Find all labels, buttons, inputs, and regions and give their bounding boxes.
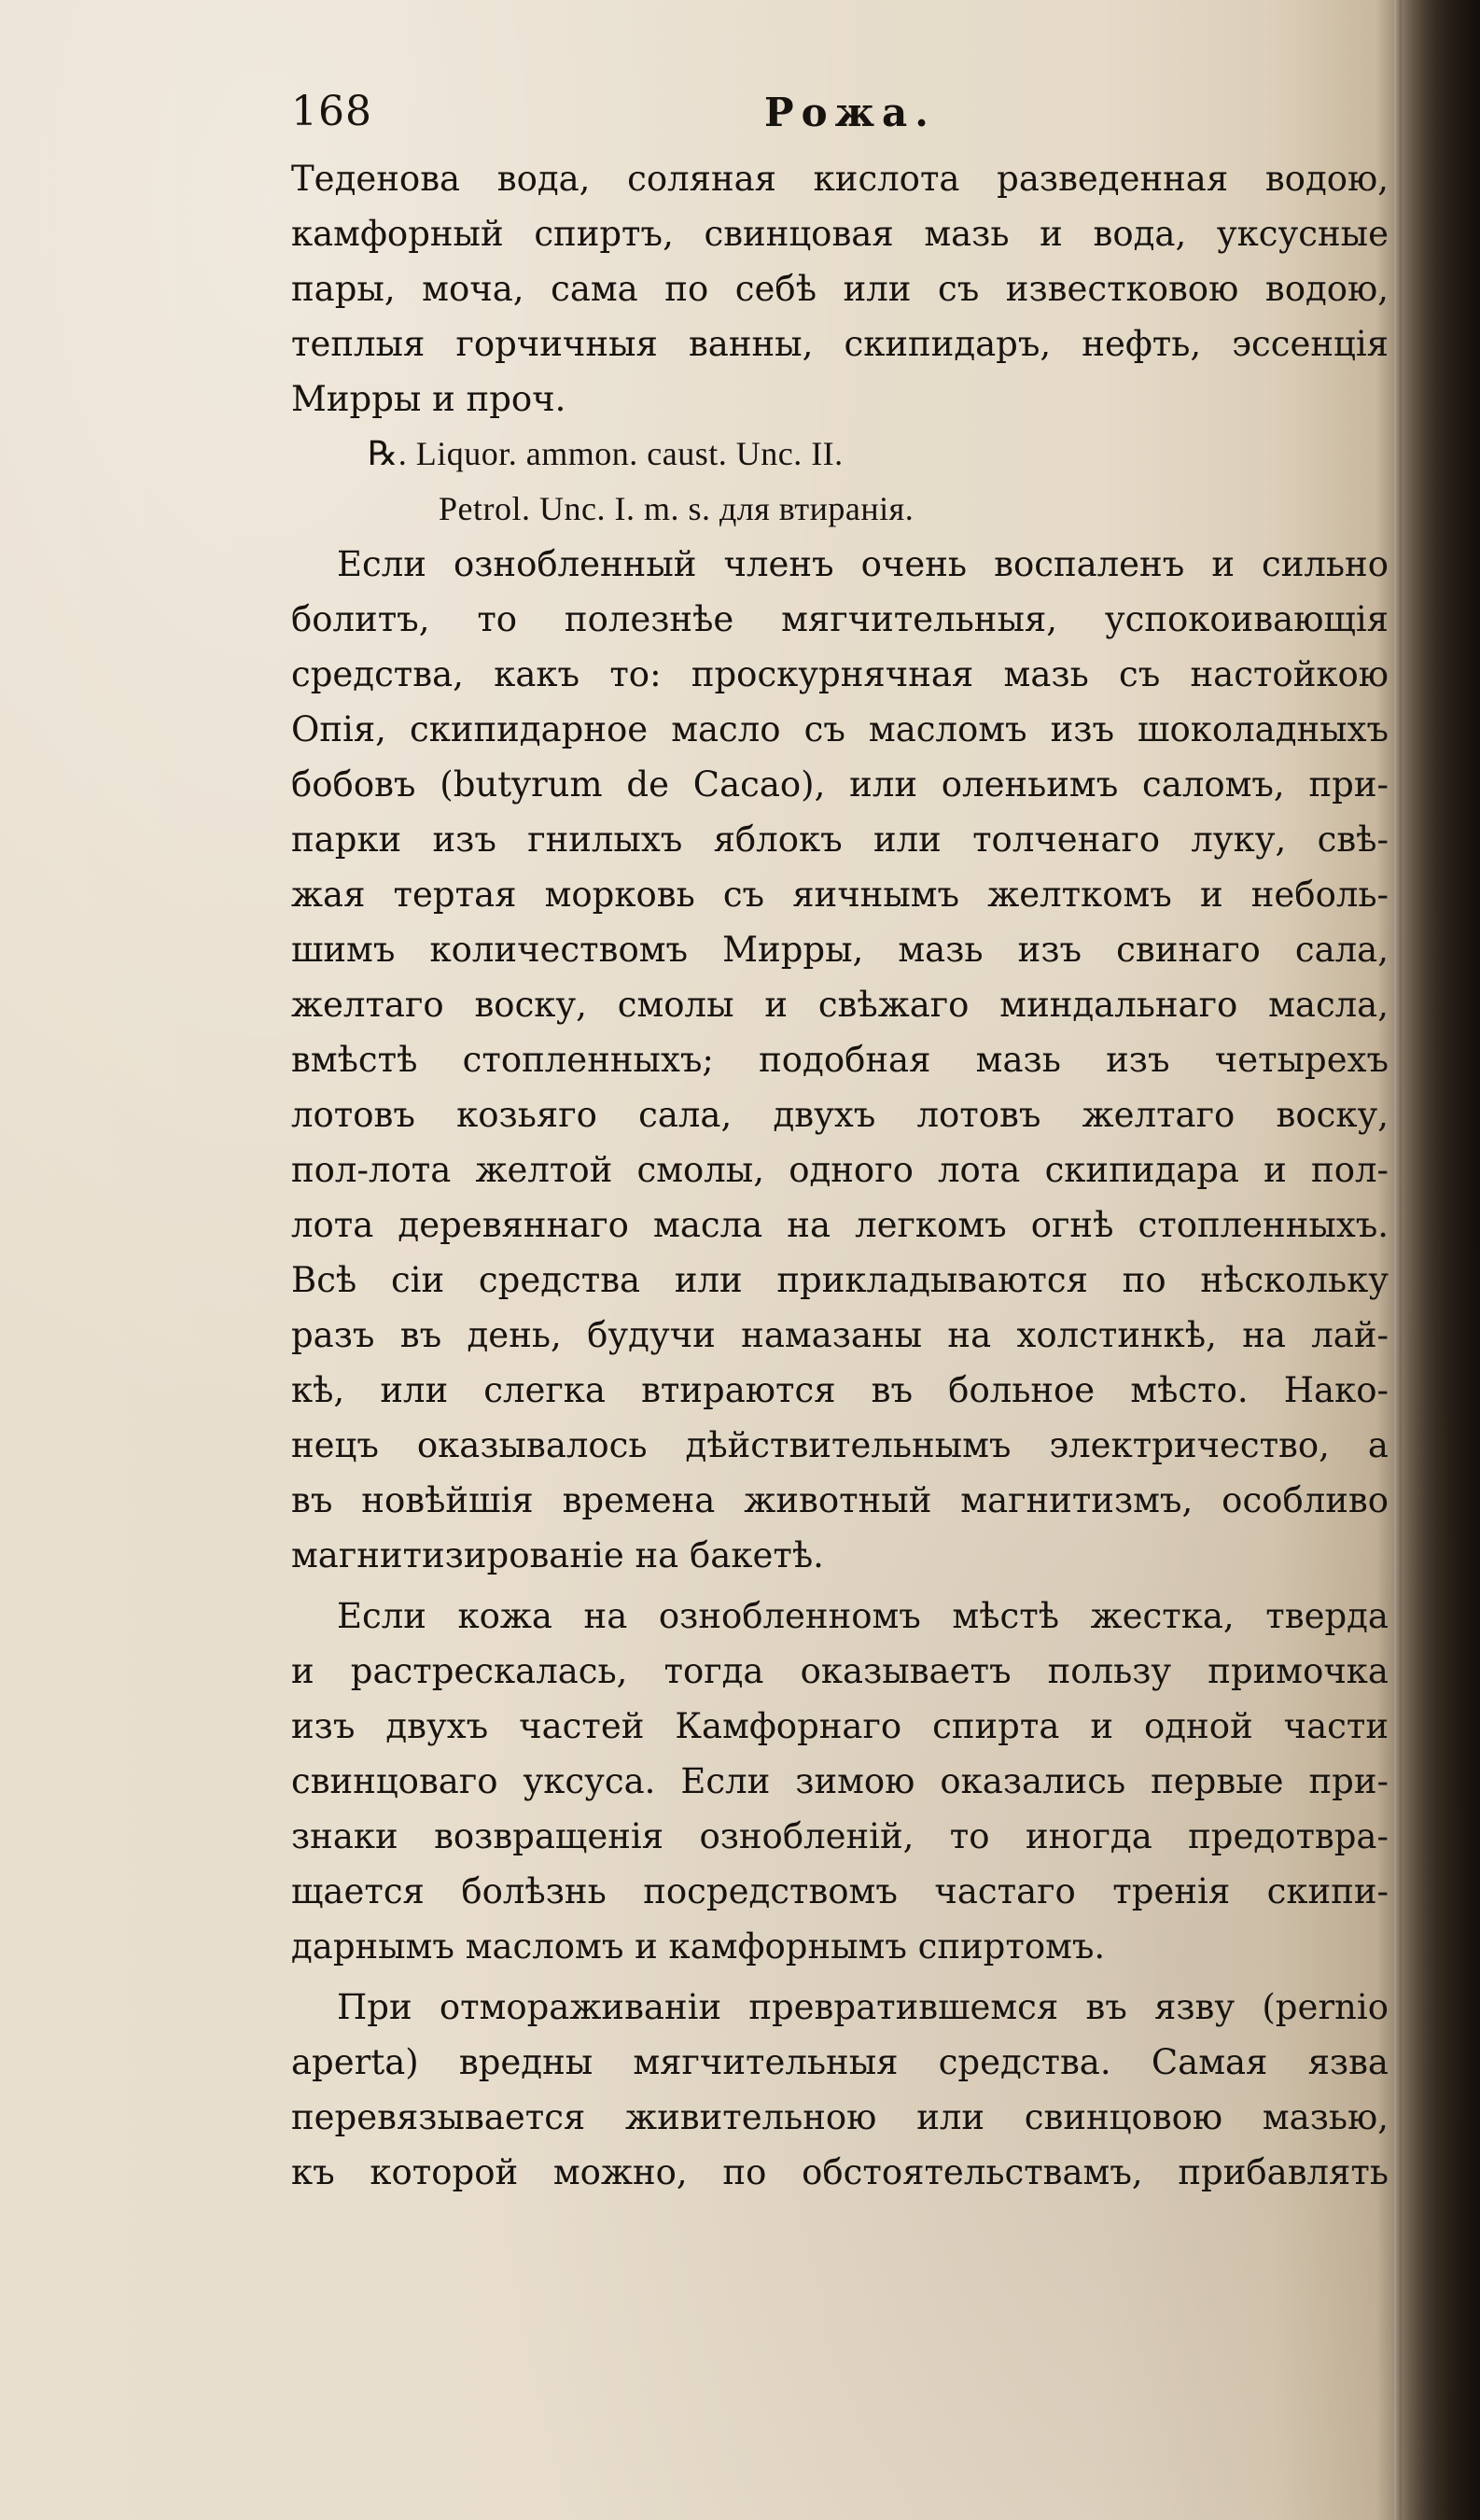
paragraph-end-line: Мирры и проч.	[291, 379, 566, 419]
text-line: лотовъ козьяго сала, двухъ лотовъ желтаго воску,	[291, 1095, 1389, 1135]
page-number: 168	[291, 88, 372, 135]
text-line: пары, моча, сама по себѣ или съ известковою водою,	[291, 269, 1389, 309]
page-edge	[1394, 0, 1402, 2520]
paragraph-start-line-with-latin: При отмораживаніи превратившемся въ язву (pernio	[337, 1987, 1389, 2027]
text-line: вмѣстѣ стопленныхъ; подобная мазь изъ четырехъ	[291, 1040, 1389, 1080]
text-line: изъ двухъ частей Камфорнаго спирта и одной части	[291, 1706, 1389, 1746]
text-line: теплыя горчичныя ванны, скипидаръ, нефть, эссенція	[291, 324, 1389, 364]
text-line: знаки возвращенія ознобленій, то иногда предотвра-	[291, 1816, 1389, 1856]
paragraph-start-line: Если ознобленный членъ очень воспаленъ и сильно	[337, 544, 1389, 584]
text-line: пол-лота желтой смолы, одного лота скипидара и пол-	[291, 1150, 1389, 1190]
book-spine-shadow	[1392, 0, 1480, 2520]
text-line: камфорный спиртъ, свинцовая мазь и вода, уксусные	[291, 214, 1389, 254]
text-line: Теденова вода, соляная кислота разведенная водою,	[291, 159, 1389, 199]
text-line: лота деревяннаго масла на легкомъ огнѣ стопленныхъ.	[291, 1205, 1389, 1245]
text-line: свинцоваго уксуса. Если зимою оказались первые при-	[291, 1761, 1389, 1801]
text-line-with-latin: бобовъ (butyrum de Cacao), или оленьимъ саломъ, при-	[291, 764, 1389, 805]
recipe-line: Petrol. Unc. I. m. s. для втиранія.	[439, 490, 915, 527]
text-line: Всѣ сіи средства или прикладываются по нѣскольку	[291, 1260, 1389, 1300]
page-body	[291, 151, 1389, 2200]
recipe-line: ℞. Liquor. ammon. caust. Unc. II.	[368, 435, 844, 472]
running-title: Рожа.	[764, 90, 936, 135]
paragraph-end-line: магнитизированіе на бакетѣ.	[291, 1535, 824, 1575]
text-line: перевязывается живительною или свинцовою мазью,	[291, 2097, 1389, 2137]
text-line: кѣ, или слегка втираются въ больное мѣсто. Нако-	[291, 1370, 1389, 1410]
text-line: въ новѣйшія времена животный магнитизмъ, особливо	[291, 1480, 1389, 1520]
text-line: разъ въ день, будучи намазаны на холстинкѣ, на лай-	[291, 1315, 1389, 1355]
text-line: Опія, скипидарное масло съ масломъ изъ шоколадныхъ	[291, 709, 1389, 749]
running-head	[291, 88, 1446, 151]
text-line: болитъ, то полезнѣе мягчительныя, успокоивающія	[291, 599, 1389, 639]
text-line: средства, какъ то: проскурнячная мазь съ настойкою	[291, 654, 1389, 694]
text-line: шимъ количествомъ Мирры, мазь изъ свинаго сала,	[291, 930, 1389, 970]
text-line: нецъ оказывалось дѣйствительнымъ электричество, а	[291, 1425, 1389, 1465]
text-line: къ которой можно, по обстоятельствамъ, прибавлять	[291, 2152, 1389, 2192]
paragraph-end-line: дарнымъ масломъ и камфорнымъ спиртомъ.	[291, 1926, 1106, 1967]
text-line: щается болѣзнь посредствомъ частаго тренія скипи-	[291, 1871, 1389, 1911]
text-line: парки изъ гнилыхъ яблокъ или толченаго луку, свѣ-	[291, 819, 1389, 860]
text-line: и растрескалась, тогда оказываетъ пользу примочка	[291, 1651, 1389, 1691]
text-line: желтаго воску, смолы и свѣжаго миндальнаго масла,	[291, 985, 1389, 1025]
text-line: жая тертая морковь съ яичнымъ желткомъ и неболь-	[291, 875, 1389, 915]
text-line-with-latin: aperta) вредны мягчительныя средства. Самая язва	[291, 2042, 1389, 2082]
paragraph-start-line: Если кожа на ознобленномъ мѣстѣ жестка, тверда	[337, 1596, 1389, 1636]
